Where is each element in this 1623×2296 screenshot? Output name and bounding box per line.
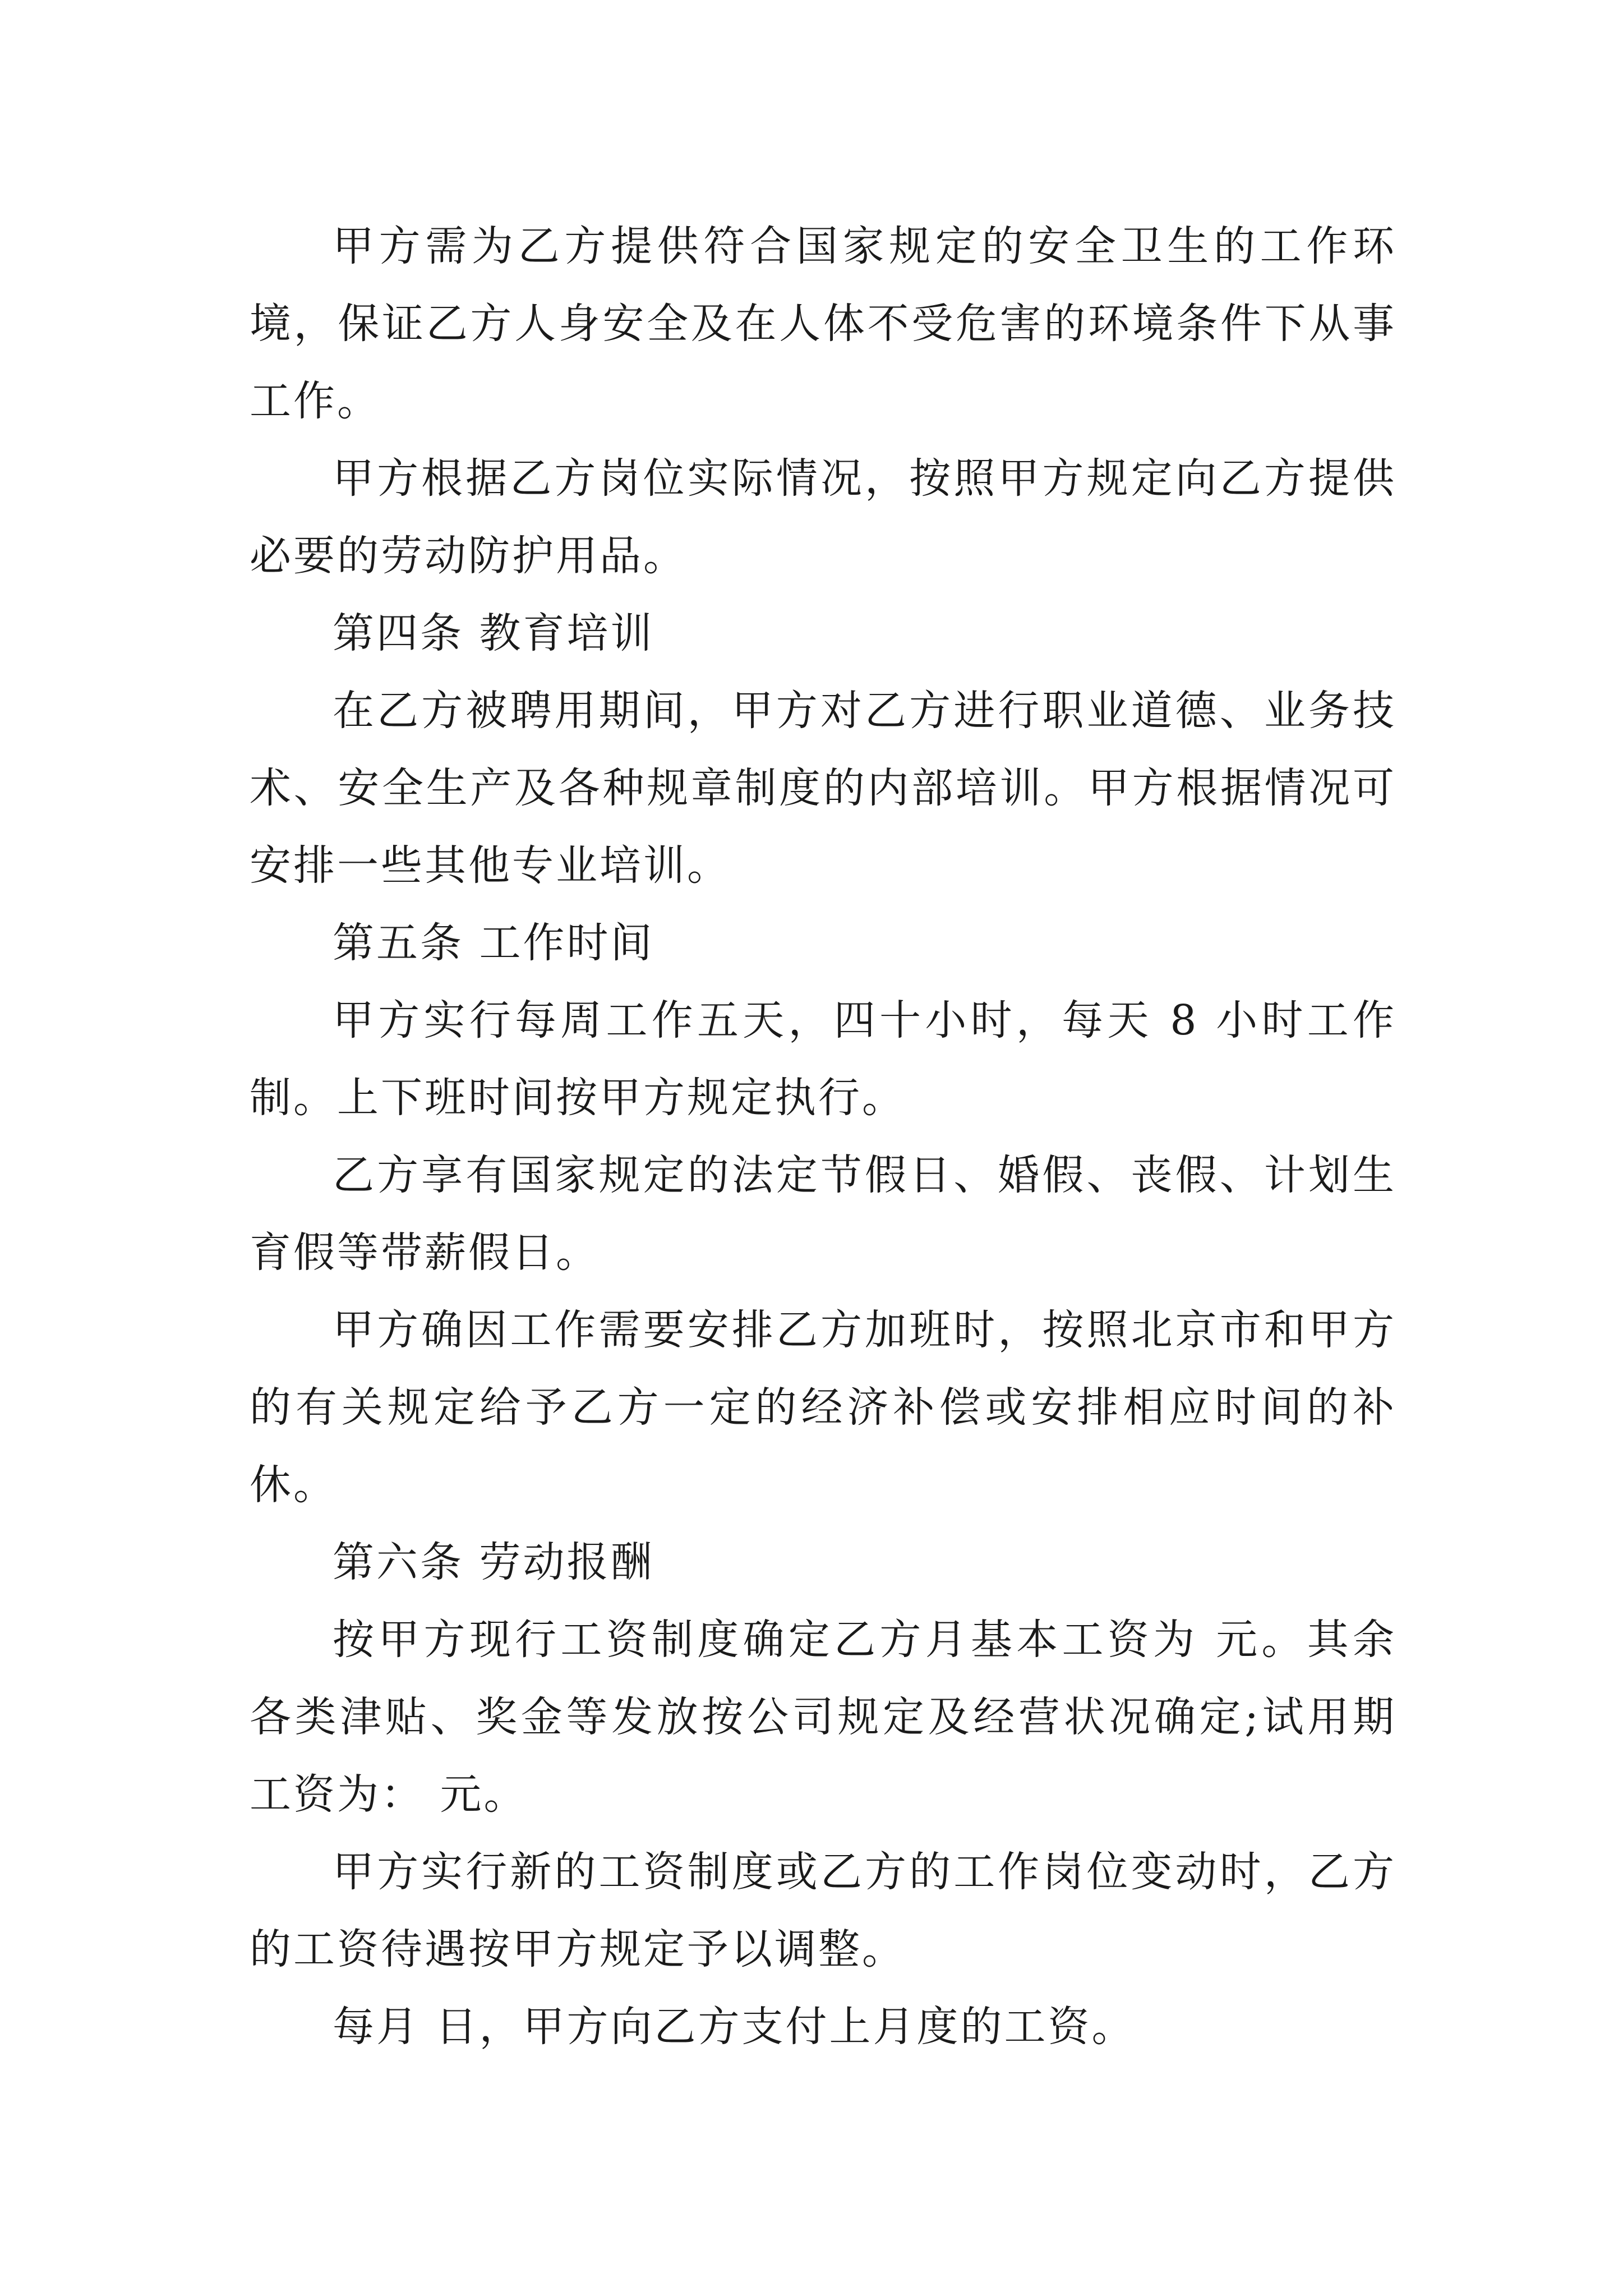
paragraph-base-salary: 按甲方现行工资制度确定乙方月基本工资为 元。其余各类津贴、奖金等发放按公司规定及经营状况确定;试用期工资为： 元。 [250, 1616, 1396, 1819]
paragraph-paid-holidays: 乙方享有国家规定的法定节假日、婚假、丧假、计划生育假等带薪假日。 [250, 1151, 1396, 1277]
paragraph-training: 在乙方被聘用期间，甲方对乙方进行职业道德、业务技术、安全生产及各种规章制度的内部培训。甲方根据情况可安排一些其他专业培训。 [250, 687, 1396, 890]
paragraph-salary-adjustment: 甲方实行新的工资制度或乙方的工作岗位变动时，乙方的工资待遇按甲方规定予以调整。 [250, 1848, 1396, 1973]
section-heading-article-5: 第五条 工作时间 [333, 919, 654, 967]
section-heading-article-6: 第六条 劳动报酬 [333, 1538, 654, 1586]
paragraph-overtime: 甲方确因工作需要安排乙方加班时，按照北京市和甲方的有关规定给予乙方一定的经济补偿或安排相应时间的补休。 [250, 1306, 1396, 1509]
document-page [250, 208, 1396, 2065]
paragraph-safety-environment: 甲方需为乙方提供符合国家规定的安全卫生的工作环境，保证乙方人身安全及在人体不受危害的环境条件下从事工作。 [250, 222, 1396, 425]
paragraph-protective-equipment: 甲方根据乙方岗位实际情况，按照甲方规定向乙方提供必要的劳动防护用品。 [250, 454, 1396, 580]
paragraph-pay-day: 每月 日，甲方向乙方支付上月度的工资。 [333, 2003, 1136, 2051]
section-heading-article-4: 第四条 教育培训 [333, 609, 654, 657]
paragraph-work-hours: 甲方实行每周工作五天，四十小时，每天 8 小时工作制。上下班时间按甲方规定执行。 [250, 996, 1396, 1122]
